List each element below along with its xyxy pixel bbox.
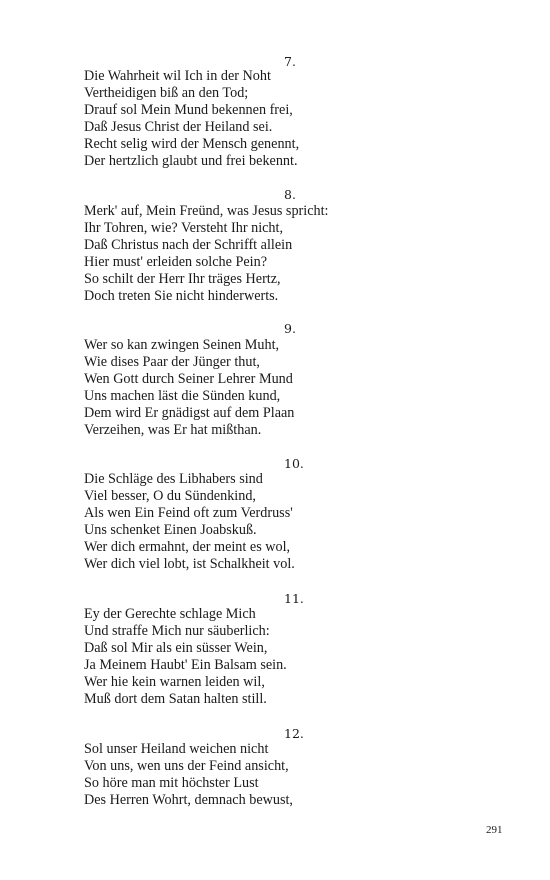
stanza-number: 10. <box>284 456 304 471</box>
verse-line: Die Wahrheit wil Ich in der Noht <box>84 68 271 84</box>
stanza-number: 8. <box>284 187 296 202</box>
verse-line: Als wen Ein Feind oft zum Verdruss' <box>84 505 293 521</box>
verse-line: Wer hie kein warnen leiden wil, <box>84 674 265 690</box>
verse-line: Uns machen läst die Sünden kund, <box>84 388 281 404</box>
verse-line: Recht selig wird der Mensch genennt, <box>84 136 300 152</box>
stanza-number: 9. <box>284 321 296 336</box>
verse-line: Merk' auf, Mein Freünd, was Jesus spricht: <box>84 203 329 219</box>
verse-line: So schilt der Herr Ihr träges Hertz, <box>84 271 281 287</box>
verse-line: Dem wird Er gnädigst auf dem Plaan <box>84 405 295 421</box>
verse-line: Daß Christus nach der Schrifft allein <box>84 237 293 253</box>
verse-line: Ihr Tohren, wie? Versteht Ihr nicht, <box>84 220 284 236</box>
stanza-number: 12. <box>284 726 304 741</box>
verse-line: Hier must' erleiden solche Pein? <box>84 254 267 270</box>
verse-line: Und straffe Mich nur säuberlich: <box>84 623 270 639</box>
verse-line: Der hertzlich glaubt und frei bekennt. <box>84 153 298 169</box>
verse-line: Wer so kan zwingen Seinen Muht, <box>84 337 280 353</box>
stanza-number: 11. <box>284 591 304 606</box>
stanza-number: 7. <box>284 54 296 69</box>
verse-line: Uns schenket Einen Joabskuß. <box>84 522 257 538</box>
verse-line: Ey der Gerechte schlage Mich <box>84 606 256 622</box>
verse-line: Sol unser Heiland weichen nicht <box>84 741 269 757</box>
verse-line: Von uns, wen uns der Feind ansicht, <box>84 758 289 774</box>
page-number: 291 <box>486 824 503 836</box>
verse-line: Daß sol Mir als ein süsser Wein, <box>84 640 268 656</box>
verse-line: Verzeihen, was Er hat mißthan. <box>84 422 262 438</box>
verse-line: Wer dich viel lobt, ist Schalkheit vol. <box>84 556 295 572</box>
verse-line: Daß Jesus Christ der Heiland sei. <box>84 119 273 135</box>
verse-line: Wie dises Paar der Jünger thut, <box>84 354 260 370</box>
verse-line: Die Schläge des Libhabers sind <box>84 471 263 487</box>
verse-line: Wen Gott durch Seiner Lehrer Mund <box>84 371 293 387</box>
verse-line: Muß dort dem Satan halten still. <box>84 691 267 707</box>
verse-line: Wer dich ermahnt, der meint es wol, <box>84 539 291 555</box>
verse-line: Drauf sol Mein Mund bekennen frei, <box>84 102 293 118</box>
verse-line: Ja Meinem Haubt' Ein Balsam sein. <box>84 657 287 673</box>
verse-line: Doch treten Sie nicht hinderwerts. <box>84 288 279 304</box>
verse-line: Vertheidigen biß an den Tod; <box>84 85 249 101</box>
verse-line: Viel besser, O du Sündenkind, <box>84 488 256 504</box>
verse-line: So höre man mit höchster Lust <box>84 775 259 791</box>
verse-line: Des Herren Wohrt, demnach bewust, <box>84 792 293 808</box>
